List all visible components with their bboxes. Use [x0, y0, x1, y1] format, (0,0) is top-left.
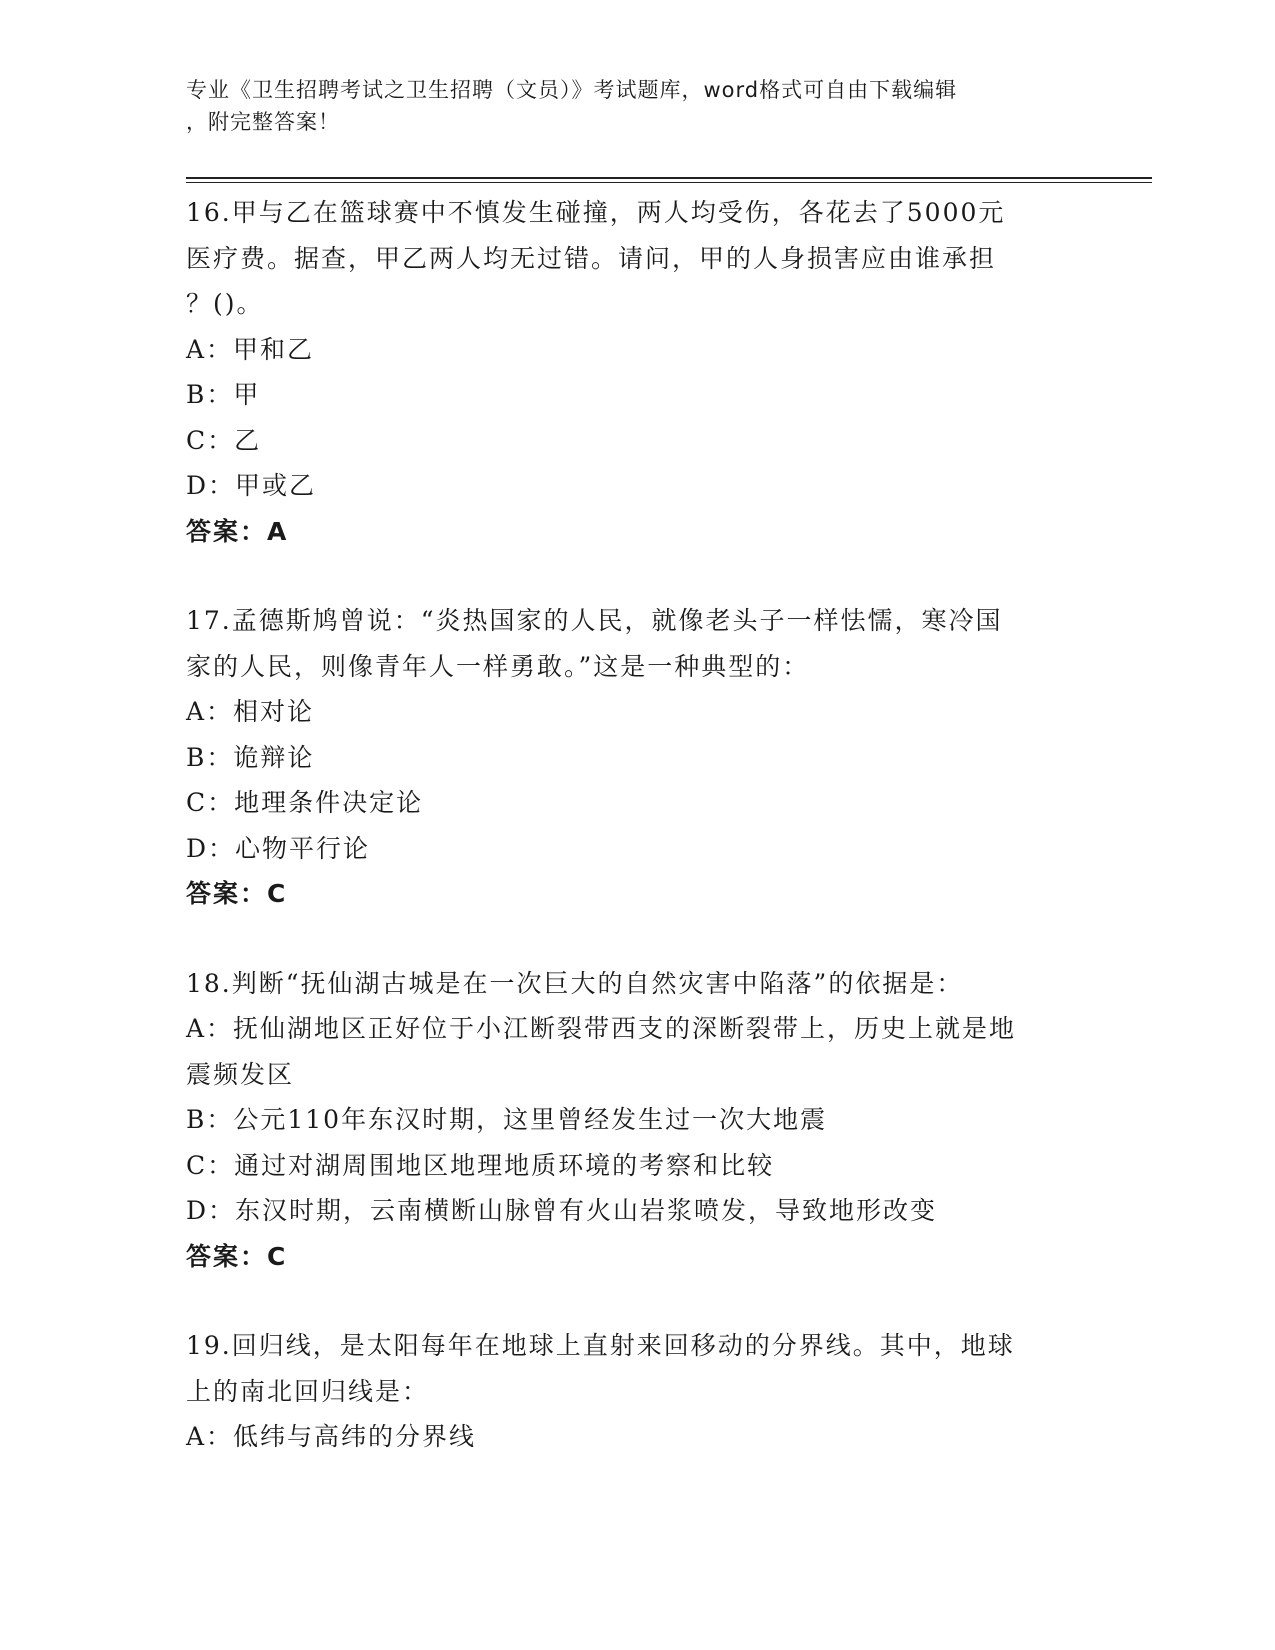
- header-line-2: ，附完整答案！: [186, 110, 340, 134]
- answer: 答案：C: [186, 879, 288, 908]
- question-19: [186, 1323, 1086, 1460]
- option-b: B：公元110年东汉时期，这里曾经发生过一次大地震: [186, 1105, 828, 1134]
- option-a: A：甲和乙: [186, 334, 315, 364]
- header-line-1: 专业《卫生招聘考试之卫生招聘（文员）》考试题库，word格式可自由下载编辑: [186, 78, 958, 102]
- option-c: C：地理条件决定论: [186, 788, 424, 817]
- option-b: B：诡辩论: [186, 742, 315, 772]
- option-d: D：东汉时期，云南横断山脉曾有火山岩浆喷发，导致地形改变: [186, 1196, 938, 1225]
- answer: 答案：A: [186, 516, 289, 546]
- option-d: D：心物平行论: [186, 833, 371, 863]
- header-divider-thin: [186, 182, 1152, 183]
- option-c: C：通过对湖周围地区地理地质环境的考察和比较: [186, 1150, 775, 1180]
- option-a-continued: 震频发区: [186, 1059, 295, 1089]
- option-c: C：乙: [186, 425, 262, 455]
- header-divider-thick: [186, 177, 1152, 179]
- question-stem: 上的南北回归线是：: [186, 1376, 430, 1406]
- option-a: A：低纬与高纬的分界线: [186, 1422, 477, 1451]
- question-stem: ？()。: [186, 289, 264, 318]
- question-stem: 17.孟德斯鸠曾说：“炎热国家的人民，就像老头子一样怯懦，寒冷国: [186, 606, 1003, 635]
- question-17: [186, 598, 1086, 917]
- question-16: [186, 190, 1086, 554]
- question-stem: 医疗费。据查，甲乙两人均无过错。请问，甲的人身损害应由谁承担: [186, 243, 997, 273]
- document-header: [186, 74, 1066, 138]
- question-stem: 19.回归线，是太阳每年在地球上直射来回移动的分界线。其中，地球: [186, 1331, 1015, 1360]
- question-18: [186, 961, 1086, 1280]
- question-stem: 18.判断“抚仙湖古城是在一次巨大的自然灾害中陷落”的依据是：: [186, 968, 964, 998]
- option-a: A：抚仙湖地区正好位于小江断裂带西支的深断裂带上，历史上就是地: [186, 1014, 1017, 1043]
- question-stem: 家的人民，则像青年人一样勇敢。”这是一种典型的：: [186, 651, 810, 681]
- option-d: D：甲或乙: [186, 471, 317, 500]
- option-b: B：甲: [186, 380, 261, 409]
- question-stem: 16.甲与乙在篮球赛中不慎发生碰撞，两人均受伤，各花去了5000元: [186, 198, 1006, 227]
- question-list: [186, 190, 1086, 1504]
- option-a: A：相对论: [186, 697, 315, 726]
- answer: 答案：C: [186, 1241, 288, 1271]
